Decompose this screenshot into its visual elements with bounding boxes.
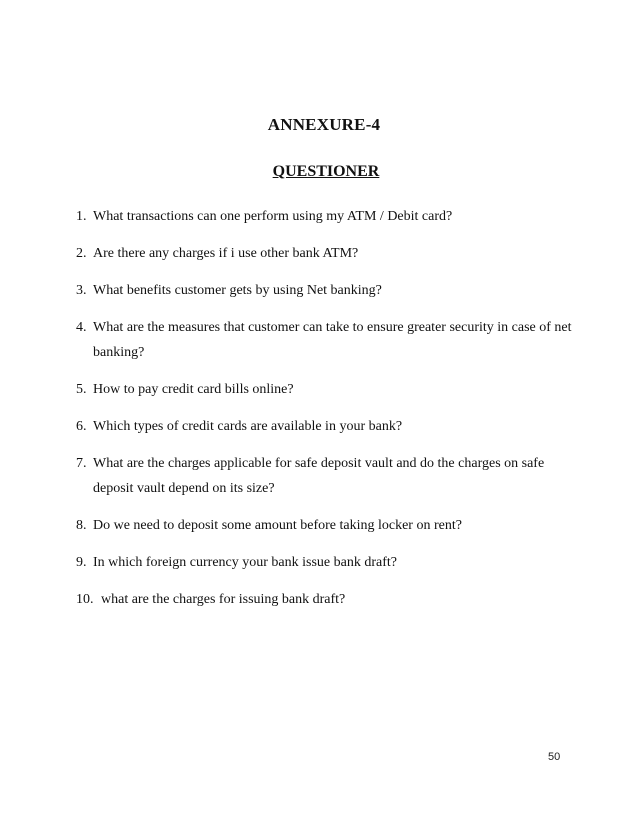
question-text: What are the charges applicable for safe deposit vault and do the charges on safe deposit vault depend on its size?: [93, 456, 545, 496]
question-item: [76, 241, 576, 266]
question-item: [76, 550, 576, 575]
question-item: [76, 278, 576, 303]
question-number: 9.: [76, 555, 87, 570]
question-item: [76, 513, 576, 538]
question-item: [76, 587, 576, 612]
question-item: [76, 315, 576, 365]
question-number: 10.: [76, 592, 94, 607]
question-number: 7.: [76, 456, 87, 471]
question-list: [76, 204, 576, 624]
question-text: How to pay credit card bills online?: [93, 382, 294, 397]
question-text: what are the charges for issuing bank draft?: [101, 592, 346, 607]
page-title: ANNEXURE-4: [267, 115, 381, 134]
question-number: 1.: [76, 209, 87, 224]
question-number: 6.: [76, 419, 87, 434]
question-text: Which types of credit cards are available in your bank?: [93, 419, 403, 434]
question-item: [76, 451, 576, 501]
question-number: 5.: [76, 382, 87, 397]
question-text: In which foreign currency your bank issue bank draft?: [93, 555, 398, 570]
page-subtitle: QUESTIONER: [272, 163, 380, 180]
question-item: [76, 204, 576, 229]
question-text: What transactions can one perform using my ATM / Debit card?: [93, 209, 453, 224]
question-text: Are there any charges if i use other bank ATM?: [93, 246, 359, 261]
question-item: [76, 414, 576, 439]
question-number: 2.: [76, 246, 87, 261]
question-number: 4.: [76, 320, 87, 335]
question-text: What are the measures that customer can take to ensure greater security in case of net banking?: [93, 320, 572, 360]
question-text: Do we need to deposit some amount before taking locker on rent?: [93, 518, 462, 533]
question-item: [76, 377, 576, 402]
question-text: What benefits customer gets by using Net banking?: [93, 283, 382, 298]
page-number: 50: [548, 751, 561, 763]
question-number: 3.: [76, 283, 87, 298]
question-number: 8.: [76, 518, 87, 533]
